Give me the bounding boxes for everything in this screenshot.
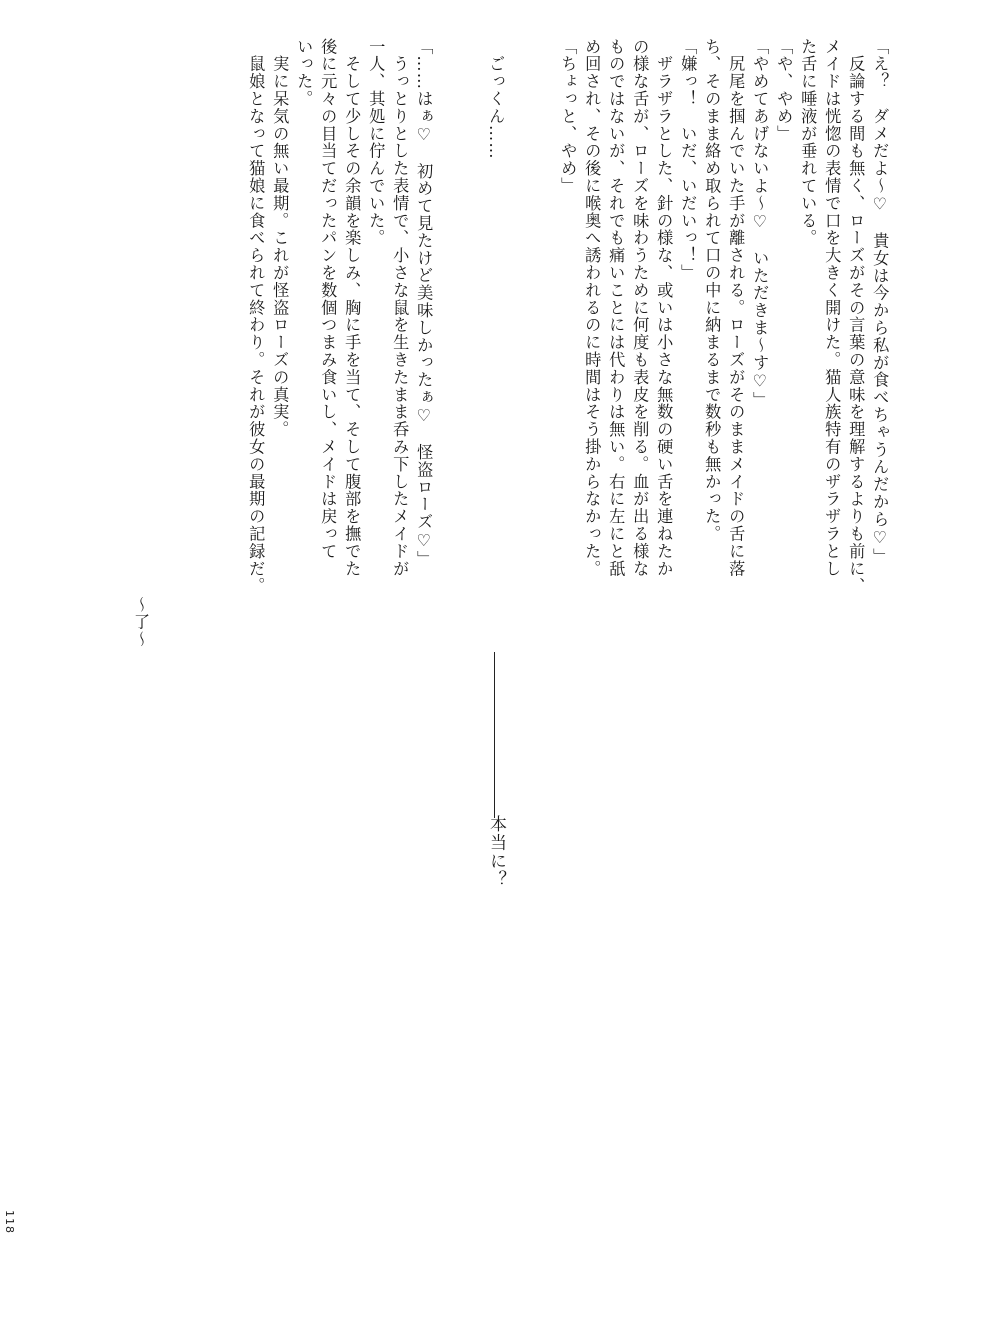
ending-mark: 〜了〜 [131, 596, 150, 649]
text-line: 「や、やめ」 [774, 38, 794, 143]
text-line: 鼠娘となって猫娘に食べられて終わり。それが彼女の最期の記録だ。 [246, 38, 266, 595]
text-line: うっとりとした表情で、小さな鼠を生きたまま呑み下したメイドが [390, 38, 410, 578]
text-line: 反論する間も無く、ローズがその言葉の意味を理解するよりも前に、 [846, 38, 866, 595]
text-line: 「ちょっと、やめ」 [558, 38, 578, 195]
text-line: ち、そのまま絡め取られて口の中に納まるまで数秒も無かった。 [702, 38, 722, 543]
separator-line [494, 652, 495, 818]
text-line: ザラザラとした、針の様な、或いは小さな無数の硬い舌を連ねたか [654, 38, 674, 578]
text-line: メイドは恍惚の表情で口を大きく開けた。猫人族特有のザラザラとし [822, 38, 842, 578]
text-line: の様な舌が、ローズを味わうために何度も表皮を削る。血が出る様な [630, 38, 650, 578]
text-line: 一人、其処に佇んでいた。 [366, 38, 386, 247]
text-line: 「……はぁ♡ 初めて見たけど美味しかったぁ♡ 怪盗ローズ♡」 [414, 38, 434, 569]
afterword-text: 本当に？ [486, 815, 506, 889]
text-line: 「やめてあげないよ〜♡ いただきま〜す♡」 [750, 38, 770, 409]
text-line: め回され、その後に喉奥へ誘われるのに時間はそう掛からなかった。 [582, 38, 602, 578]
text-line: 「え？ ダメだよ〜♡ 貴女は今から私が食べちゃうんだから♡」 [870, 38, 890, 566]
text-line: ものではないが、それでも痛いことには代わりは無い。右に左にと舐 [606, 38, 626, 578]
text-line: ごっくん…… [486, 38, 506, 160]
text-line: 「嫌っ！ いだ、いだいっ！」 [678, 38, 698, 282]
text-line: た舌に唾液が垂れている。 [798, 38, 818, 247]
text-line: 尻尾を掴んでいた手が離される。ローズがそのままメイドの舌に落 [726, 38, 746, 578]
text-line: 実に呆気の無い最期。これが怪盗ローズの真実。 [270, 38, 290, 439]
text-line: 後に元々の目当てだったパンを数個つまみ食いし、メイドは戻って [318, 38, 338, 560]
page-number: 118 [3, 1210, 16, 1234]
text-line: そして少しその余韻を楽しみ、胸に手を当て、そして腹部を撫でた [342, 38, 362, 578]
text-line: いった。 [294, 38, 314, 108]
